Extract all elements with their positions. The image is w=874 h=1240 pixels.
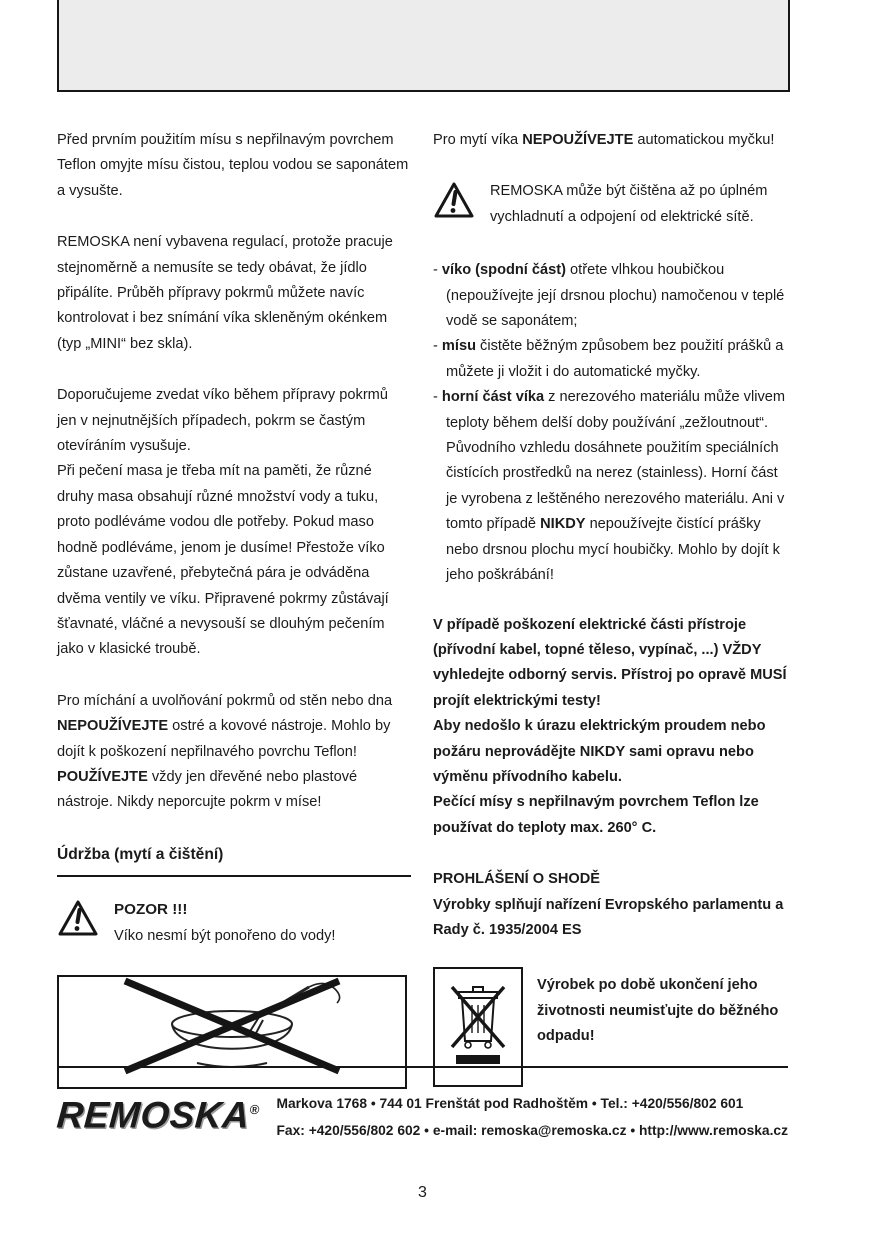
- bold-text: NEPOUŽÍVEJTE: [522, 132, 634, 148]
- text-segment: automatickou myčku!: [633, 132, 775, 148]
- text-segment: z nerezového materiálu může vlivem teploty během delší doby používání „zežloutnout“. Původního vzhledu dosáhnete použitím speciálních čistících prostředků na nerez (stainless). Horní část je vyrobena z leštěného nerezového materiálu. Ani v tomto případě: [446, 389, 786, 533]
- dash-bullet: -: [433, 389, 442, 406]
- warning-text: REMOSKA může být čištěna až po úplném vychladnutí a odpojení od elektrické sítě.: [490, 183, 768, 225]
- bold-text: POUŽÍVEJTE: [57, 768, 148, 785]
- bold-text: víko (spodní část): [441, 262, 566, 279]
- paragraph-lid-advice: Doporučujeme zvedat víko během přípravy pokrmů jen v nejnutnějších případech, pokrm se častým otevíráním vysušuje.: [57, 387, 388, 455]
- text-segment: Pro míchání a uvolňování pokrmů od stěn nebo dna: [57, 692, 393, 709]
- bold-text: NEPOUŽÍVEJTE: [57, 718, 169, 735]
- warning-block-cooldown: [433, 179, 793, 230]
- list-item-lid-bottom: [433, 258, 793, 334]
- text-segment: Pro mytí víka: [433, 132, 523, 148]
- paragraph-first-use: Před prvním použitím mísu s nepřilnavým povrchem Teflon omyjte mísu čistou, teplou vodou se saponátem a vysušte.: [57, 132, 409, 199]
- weee-text: Výrobek po době ukončení jeho životnosti neumisťujte do běžného odpadu!: [537, 977, 779, 1045]
- crossed-out-bin-icon: [448, 975, 508, 1080]
- warning-title: POZOR !!!: [114, 901, 188, 919]
- paragraph-regulation: REMOSKA není vybavena regulací, protože pracuje stejnoměrně a nemusíte se tedy obávat, že jídlo připálíte. Průběh přípravy pokrmů můžete navíc kontrolovat i bez snímání víka skleněným okénkem (typ „MINI“ bez skla).: [57, 234, 393, 352]
- warning-triangle-icon: [57, 899, 99, 946]
- bold-text: mísu: [441, 338, 476, 355]
- remoska-logo: [55, 1088, 261, 1137]
- text-segment: otřete vlhkou houbičkou (nepoužívejte její drsnou plochu) namočenou v teplé vodě se saponátem;: [446, 262, 785, 330]
- warning-text-wrap: [114, 897, 335, 949]
- paragraph-repair-warning: Aby nedošlo k úrazu elektrickým proudem nebo požáru neprovádějte NIKDY sami opravu nebo výměnu přívodního kabelu.: [433, 718, 766, 785]
- bold-text: horní část víka: [441, 389, 545, 406]
- right-column: [433, 128, 793, 1087]
- header-image-placeholder: [57, 0, 790, 92]
- list-item-bowl: [433, 334, 793, 385]
- text-segment: čistěte běžným způsobem bez použití prášků a můžete ji vložit i do automatické myčky.: [446, 338, 784, 380]
- warning-text: Víko nesmí být ponořeno do vody!: [114, 927, 336, 944]
- text-segment: vždy jen dřevěné nebo plastové nástroje. Nikdy neporcujte pokrm v míse!: [57, 768, 358, 811]
- warning-triangle-icon: [433, 181, 475, 228]
- maintenance-section-heading: Údržba (mytí a čištění): [57, 842, 411, 877]
- footer-address: [277, 1088, 789, 1144]
- paragraph-teflon-temperature: Pečící mísy s nepřilnavým povrchem Teflon lze používat do teploty max. 260° C.: [433, 794, 759, 836]
- text-segment: nepoužívejte čistící prášky nebo drsnou plochu mycí houbičky. Mohlo by dojít k jeho poškrábání!: [446, 516, 780, 584]
- text-segment: ostré a kovové nástroje. Mohlo by dojít k poškození nepřilnavého povrchu Teflon!: [57, 718, 391, 760]
- registered-mark: ®: [249, 1102, 261, 1117]
- warning-block-pozor: [57, 897, 411, 949]
- dash-bullet: -: [433, 262, 442, 279]
- list-item-lid-top: [433, 385, 793, 588]
- page-number: 3: [418, 1184, 427, 1201]
- bold-text: NIKDY: [540, 516, 586, 533]
- declaration-text: Výrobky splňují nařízení Evropského parlamentu a Rady č. 1935/2004 ES: [433, 896, 784, 938]
- declaration-heading: PROHLÁŠENÍ O SHODĚ: [433, 871, 601, 888]
- left-column: [57, 128, 411, 1089]
- footer: [57, 1066, 788, 1144]
- dash-bullet: -: [433, 338, 442, 355]
- paragraph-meat-roasting: Při pečení masa je třeba mít na paměti, že různé druhy masa obsahují různé množství vody a tuku, proto podléváme vodou dle potřeby. Pokud maso hodně podléváme, jenom je dusíme! Přestože víko zůstane uzavřené, přebytečná pára je odváděna dvěma ventily ve víku. Připravené pokrmy zůstávají šťavnaté, vláčné a nevysouší se dlouhým pečením jako v klasické troubě.: [57, 463, 389, 658]
- address-line-2: Fax: +420/556/802 602 • e-mail: remoska@remoska.cz • http://www.remoska.cz: [276, 1123, 788, 1138]
- paragraph-utensils: [57, 689, 411, 816]
- address-line-1: Markova 1768 • 744 01 Frenštát pod Radhoštěm • Tel.: +420/556/802 601: [276, 1096, 744, 1111]
- paragraph-service-warning: V případě poškození elektrické části přístroje (přívodní kabel, topné těleso, vypínač, ...) VŽDY vyhledejte odborný servis. Přístroj po opravě MUSÍ projít elektrickými testy!: [433, 616, 787, 709]
- logo-text: REMOSKA: [55, 1094, 251, 1136]
- paragraph-no-dishwasher: [433, 128, 793, 153]
